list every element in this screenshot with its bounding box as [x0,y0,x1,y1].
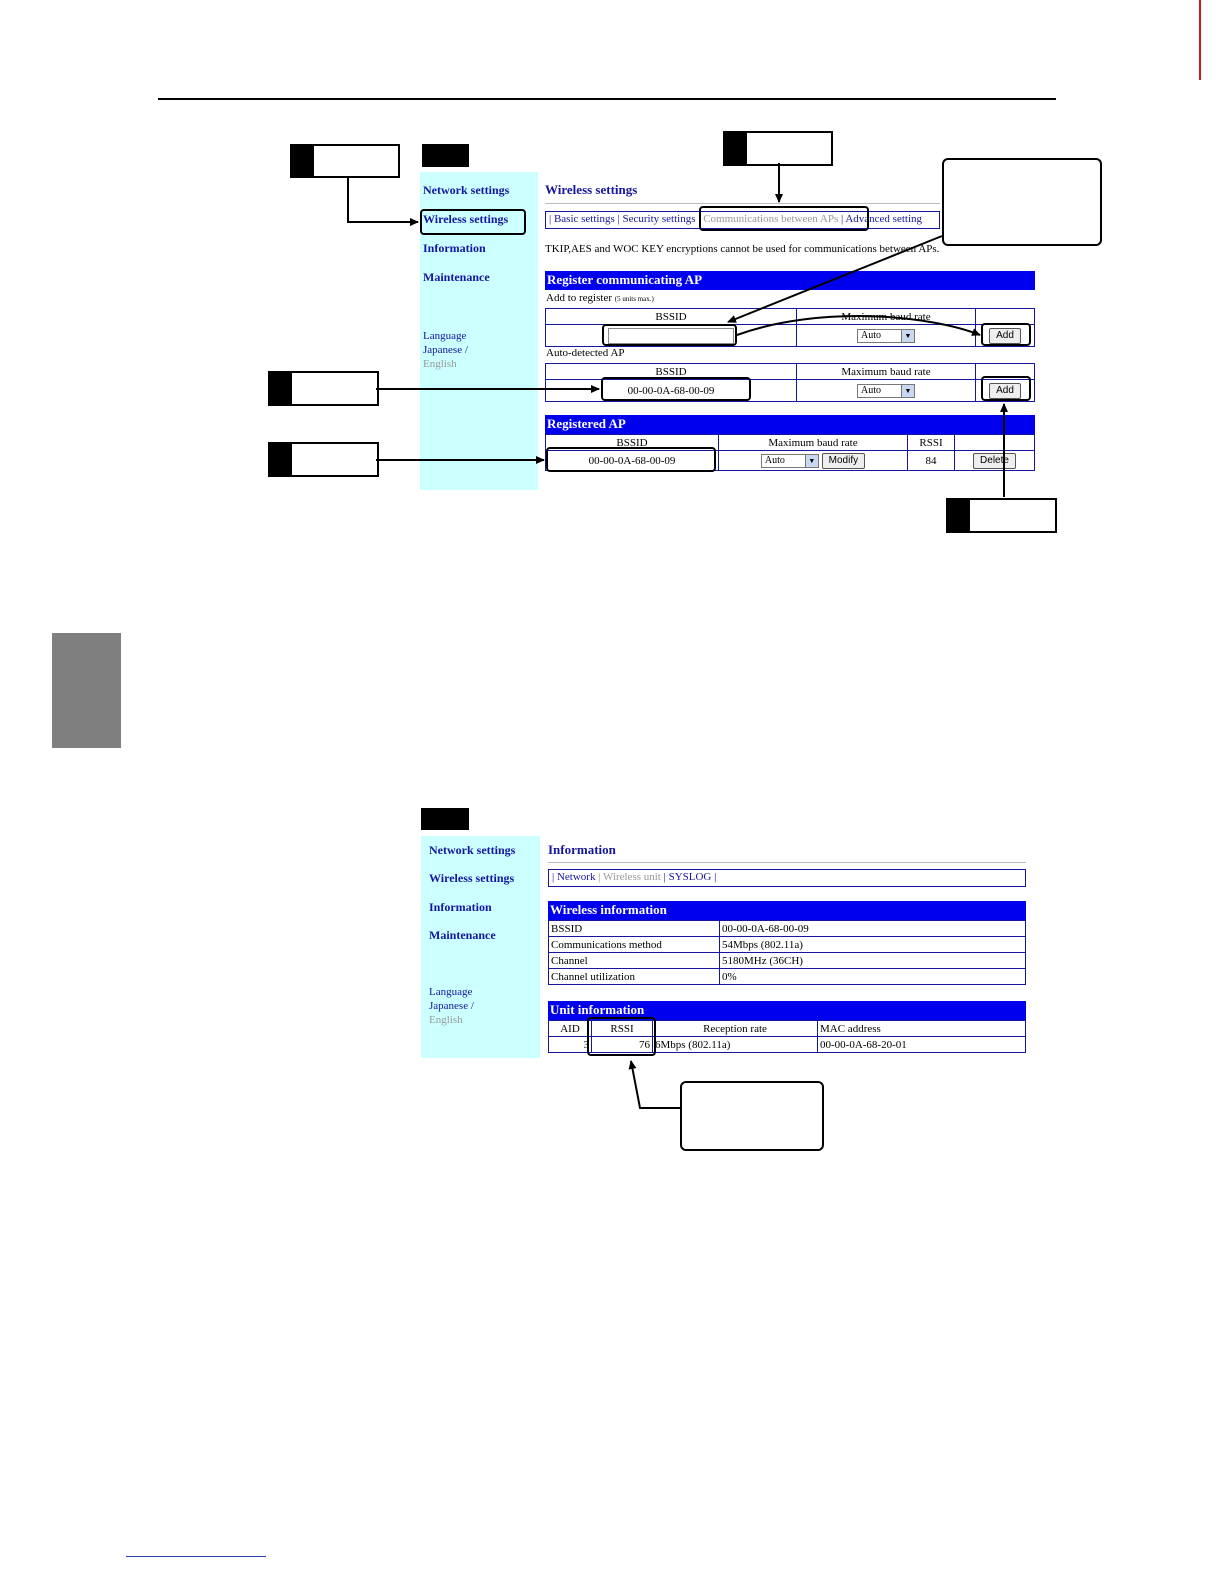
add-detected-button[interactable]: Add [989,383,1021,399]
rate-select-registered[interactable]: Auto ▼ [761,454,819,468]
tab-communications-between-aps: | Communications between APs [698,213,839,225]
wi-value-channel: 5180MHz (36CH) [720,953,1026,969]
language-english-2: English [429,1014,463,1026]
rate-select-auto[interactable]: Auto ▼ [857,384,915,398]
registered-ap-header: Registered AP [545,415,1035,434]
nav2-wireless-settings[interactable]: Wireless settings [429,871,515,885]
ui-col-rate: Reception rate [653,1021,818,1037]
language-japanese[interactable]: Japanese / [423,344,468,356]
nav-network-settings[interactable]: Network settings [423,183,510,197]
language-japanese-2[interactable]: Japanese / [429,1000,474,1012]
col-max-rate: Maximum baud rate [797,309,976,325]
detected-bssid: 00-00-0A-68-00-09 [546,380,797,402]
register-ap-header: Register communicating AP [545,271,1035,290]
wi-value-bssid: 00-00-0A-68-00-09 [720,921,1026,937]
nav2-information[interactable]: Information [429,900,492,914]
add-button[interactable]: Add [989,328,1021,344]
col-max-rate-reg: Maximum baud rate [719,435,908,451]
rssi-value: 84 [908,451,955,471]
ui-rssi-value: 76 [592,1037,653,1053]
wi-label-bssid: BSSID [549,921,720,937]
nav-information[interactable]: Information [423,241,486,255]
col-rssi: RSSI [908,435,955,451]
rate-select[interactable]: Auto ▼ [857,329,915,343]
language-label-2: Language [429,986,473,998]
ui-col-aid: AID [549,1021,592,1037]
col-bssid-reg: BSSID [546,435,719,451]
add-to-register-text: Add to register [546,292,612,304]
modify-button[interactable]: Modify [822,453,865,469]
wireless-info-header: Wireless information [548,901,1026,920]
wi-label-channel: Channel [549,953,720,969]
encryption-notice: TKIP,AES and WOC KEY encryptions cannot be used for communications between APs. [545,243,940,255]
nav-wireless-settings[interactable]: Wireless settings [423,212,509,226]
wi-value-method: 54Mbps (802.11a) [720,937,1026,953]
tab-security-settings[interactable]: | Security settings [617,213,696,225]
tab-basic-settings[interactable]: | Basic settings [549,213,615,225]
info-title: Information [548,842,616,857]
tab-syslog[interactable]: | SYSLOG | [663,871,717,883]
page-title: Wireless settings [545,182,638,197]
wi-label-utilization: Channel utilization [549,969,720,985]
tab-advanced-settings[interactable]: | Advanced setting [841,213,923,225]
registered-bssid: 00-00-0A-68-00-09 [546,451,719,471]
wi-label-method: Communications method [549,937,720,953]
language-label: Language [423,330,467,342]
units-max-note: (5 units max.) [614,295,654,303]
wi-value-utilization: 0% [720,969,1026,985]
tab-network[interactable]: | Network [552,871,596,883]
ui-aid-value: 3 [549,1037,592,1053]
delete-button[interactable]: Delete [973,453,1016,469]
col-bssid-auto: BSSID [546,364,797,380]
ui-col-rssi: RSSI [592,1021,653,1037]
col-bssid: BSSID [546,309,797,325]
language-english: English [423,358,457,370]
ui-rate-value: 6Mbps (802.11a) [653,1037,818,1053]
nav2-network-settings[interactable]: Network settings [429,843,516,857]
unit-info-header: Unit information [548,1001,1026,1020]
nav2-maintenance[interactable]: Maintenance [429,928,496,942]
ui-col-mac: MAC address [818,1021,1026,1037]
nav-maintenance[interactable]: Maintenance [423,270,490,284]
tab-wireless-unit: | Wireless unit [598,871,661,883]
col-max-rate-auto: Maximum baud rate [797,364,976,380]
ui-mac-value: 00-00-0A-68-20-01 [818,1037,1026,1053]
auto-detected-label: Auto-detected AP [546,347,625,359]
